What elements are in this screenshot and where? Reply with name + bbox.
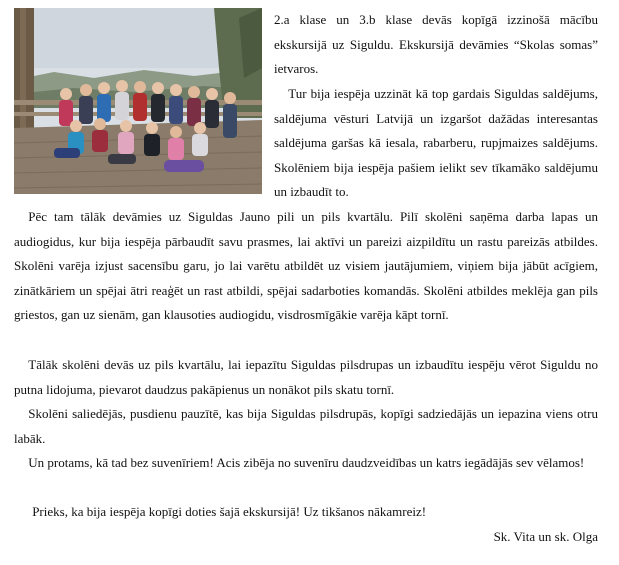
- signature: Sk. Vita un sk. Olga: [493, 529, 598, 544]
- ice-cream-paragraph: Tur bija iespēja uzzināt kā top gardais Siguldas saldējums, saldējuma vēsturi Latvijā un izgaršot dažādas interesantas saldējuma garšas kā iesala, rabarberu, rupjmaizes saldējums. Skolēniem bija iespēja pašiem ielikt sev tīkamāko saldējumu un izbaudīt to.: [274, 86, 598, 200]
- lunch-paragraph: Skolēni saliedējās, pusdienu pauzītē, kas bija Siguldas pilsdrupās, kopīgi sadziedājās un iepazina viens otru labāk.: [14, 406, 598, 446]
- group-photo-icon: [14, 8, 262, 194]
- closing-paragraph: Prieks, ka bija iespēja kopīgi doties šajā ekskursijā! Uz tikšanos nākamreiz!: [32, 504, 427, 519]
- castle-quarter-paragraph: Tālāk skolēni devās uz pils kvartālu, lai iepazītu Siguldas pilsdrupas un izbaudītu iespēju vērot Siguldu no putna lidojuma, pievarot daudzus pakāpienus un nonākot pils skatu tornī.: [14, 357, 598, 397]
- group-photo: [14, 8, 262, 194]
- intro-paragraph: 2.a klase un 3.b klase devās kopīgā izzinošā mācību ekskursijā uz Siguldu. Ekskursijā devāmies “Skolas somas” ietvaros.: [274, 12, 598, 77]
- castle-paragraph: Pēc tam tālāk devāmies uz Siguldas Jauno pili un pils kvartālu. Pilī skolēni saņēma darba lapas un audiogidus, kur bija iespēja pārbaudīt savu prasmes, lai aktīvi un pareizi aizpildītu un rastu pareizās atbildes. Skolēni varēja izjust sacensību garu, jo lai varētu atbildēt uz visiem jautājumiem, viņiem bija jābūt acīgiem, zinātkāriem un spējai ātri reaģēt un rast atbildi, spējai sadarboties komandās. Skolēni atbildes meklēja gan pils griestos, gan uz sienām, gan klausoties audiogidu, visdrosmīgākie varēja kāpt tornī.: [14, 209, 598, 323]
- souvenirs-paragraph: Un protams, kā tad bez suvenīriem! Acis zibēja no suvenīru daudzveidības un katrs iegādājās sev vēlamos!: [28, 455, 585, 470]
